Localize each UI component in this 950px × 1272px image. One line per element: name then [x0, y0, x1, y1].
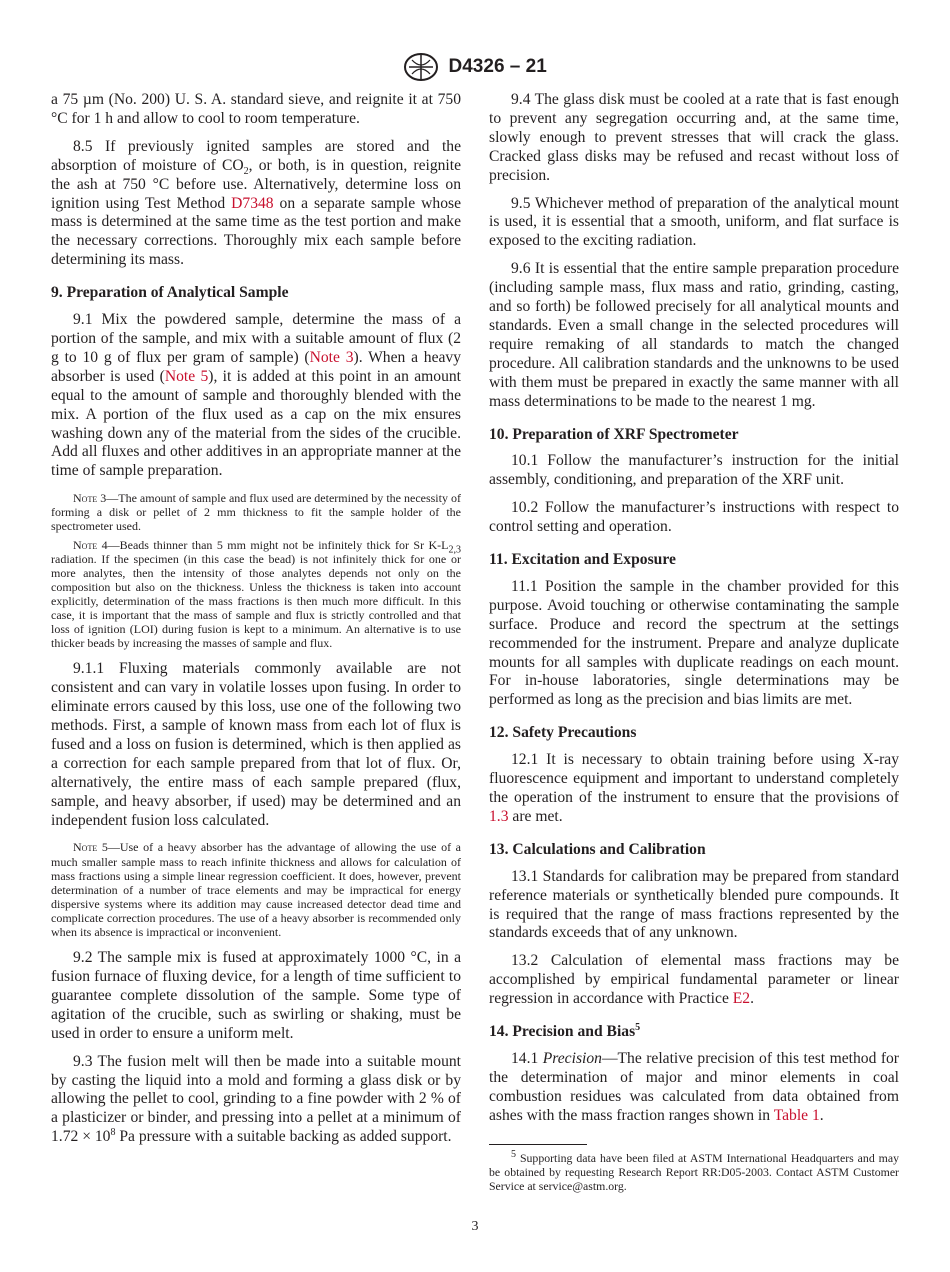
document-number: D4326 – 21	[448, 56, 547, 77]
page-header	[0, 52, 950, 82]
link-d7348[interactable]: D7348	[231, 194, 274, 212]
section-9-heading: 9. Preparation of Analytical Sample	[51, 284, 289, 302]
section-11-heading: 11. Excitation and Exposure	[489, 551, 676, 569]
section-12-heading: 12. Safety Precautions	[489, 724, 637, 742]
paragraph-10-1: 10.1 Follow the manufacturer’s instruction for the initial assembly, conditioning, and preparation of the XRF unit.	[489, 452, 899, 489]
footnote-divider	[489, 1144, 587, 1145]
left-column	[51, 91, 461, 1156]
paragraph-12-1: 12.1 It is necessary to obtain training before using X-ray fluorescence equipment and important to understand completely the operation of the instrument to ensure that the provisions of 1.3 are met.	[489, 751, 899, 825]
note-3: Note 3—The amount of sample and flux used are determined by the necessity of forming a disk or pellet of 2 mm thickness to fit the sample holder of the spectrometer used.	[51, 491, 461, 534]
paragraph-14-1: 14.1 Precision—The relative precision of this test method for the determination of major and minor elements in coal combustion residues was calculated from data obtained from ashes with the mass fraction ranges shown in Table 1.	[489, 1049, 900, 1124]
note-4: Note 4—Beads thinner than 5 mm might not be infinitely thick for Sr $K-L_{2,3}$ radiation. If the specimen (in this case the bead) is not infinitely thick for one or more analytes, then the intensity of those analytes depends not only on the composition but also on the thickness. Unless the thickness is taken into account explicitly, determination of the mass fractions is then much more difficult. In this case, it is important that the mass of sample and flux is strictly controlled and that loss of ignition (LOI) during fusion is kept to a minimum. An alternative is to use thicker beads by increasing the masses of sample and flux.	[51, 537, 462, 651]
note-5: Note 5—Use of a heavy absorber has the advantage of allowing the use of a much smaller sample mass to reach infinite thickness and allows for calculation of mass fractions using a simple linear regression coefficient. It does, however, prevent determination of a number of trace elements and may be impractical for energy dispersive systems where its addition may cause increased detector dead time and complicate correction procedures. The use of a heavy absorber is recommended only when its absence is impractical or inconvenient.	[51, 840, 462, 939]
section-14-heading: 14. Precision and Bias$^5$	[489, 1021, 641, 1041]
paragraph-9-1: 9.1 Mix the powdered sample, determine the mass of a portion of the sample, and mix with a suitable amount of flux (2 g to 10 g of flux per gram of sample) (Note 3). When a heavy absorber is used (Note 5), it is added at this point in an amount equal to the amount of sample and thoroughly blended with the mix. A portion of the flux used as a cap on the mix ensures washing down any of the material from the sides of the crucible. Add all fluxes and other additives in an appropriate manner at the time of sample preparation.	[51, 311, 462, 480]
footnote-5: $^5$ Supporting data have been filed at ASTM International Headquarters and may be obtained by requesting Research Report RR:D05-2003. Contact ASTM Customer Service at service@astm.org.	[489, 1148, 899, 1193]
paragraph-9-1-1: 9.1.1 Fluxing materials commonly available are not consistent and can vary in volatile losses upon fusing. In order to eliminate errors caused by this loss, use one of the following two methods. First, a sample of known mass from each lot of flux is fused and a loss on fusion is determined, which is then applied as a correction for each sample prepared from that lot of flux. Or, alternatively, the entire mass of each sample prepared (flux, sample, and heavy absorber, if used) may be determined and an independent fusion loss calculated.	[51, 660, 461, 829]
paragraph-11-1: 11.1 Position the sample in the chamber provided for this purpose. Avoid touching or otherwise contaminating the sample surface. Produce and record the spectrum at the settings recommended for the instrument. Prepare and analyze duplicate mounts for all samples with duplicate readings on each mount. For in-house laboratories, single determinations may be performed as long as the precision and bias limits are met.	[489, 577, 899, 709]
paragraph-8-5: 8.5 If previously ignited samples are stored and the absorption of moisture of $CO_2$, or both, is in question, reignite the ash at 750 °C before use. Alternatively, determine loss on ignition using Test Method D7348 on a separate sample whose mass is determined at the same time as the test portion and make the necessary corrections. Thoroughly mix each sample before determining its mass.	[51, 137, 461, 269]
paragraph-13-2: 13.2 Calculation of elemental mass fractions may be accomplished by empirical fundamental parameter or linear regression in accordance with Practice E2.	[489, 952, 899, 1008]
paragraph-9-4: 9.4 The glass disk must be cooled at a rate that is fast enough to prevent any segregation occurring and, at the same time, slowly enough to prevent stresses that will crack the glass. Cracked glass disks may be refused and recast without loss of precision.	[489, 91, 899, 184]
footnote-ref-5: 5	[635, 1021, 641, 1033]
paragraph-9-6: 9.6 It is essential that the entire sample preparation procedure (including sample mass, flux mass and ratio, grinding, casting, and so forth) be followed precisely for all analytical mounts and standards. Even a small change in the selected procedures will require remaking of all standards to match the changed procedure. All calibration standards and the unknowns to be used with them must be prepared in exactly the same manner with all mass determinations to be made to the nearest 1 mg.	[489, 260, 899, 410]
link-practice-e2[interactable]: E2	[732, 990, 751, 1008]
section-13-heading: 13. Calculations and Calibration	[489, 840, 706, 858]
section-10-heading: 10. Preparation of XRF Spectrometer	[489, 425, 739, 443]
link-note-3[interactable]: Note 3	[309, 348, 354, 366]
paragraph-13-1: 13.1 Standards for calibration may be prepared from standard reference materials or synthetically blended pure compounds. It is required that the range of mass fractions represented by the standards exceeds that of any unknown.	[489, 867, 899, 942]
link-section-1-3[interactable]: 1.3	[489, 807, 509, 825]
paragraph-9-3: 9.3 The fusion melt will then be made into a suitable mount by casting the liquid into a mold and forming a glass disk or by allowing the pellet to cool, grinding to a fine powder with 2 % of a plasticizer or binder, and pressing into a pellet at a minimum of $1.72 \times 10^8$ Pa pressure with a suitable backing as added support.	[51, 1052, 461, 1146]
link-table-1[interactable]: Table 1	[773, 1106, 820, 1124]
paragraph-10-2: 10.2 Follow the manufacturer’s instructions with respect to control setting and operation.	[489, 499, 899, 536]
paragraph-8-4-continued: a 75 µm (No. 200) U. S. A. standard sieve, and reignite it at 750 °C for 1 h and allow to cool to room temperature.	[51, 91, 461, 127]
link-note-5[interactable]: Note 5	[164, 367, 209, 385]
paragraph-9-2: 9.2 The sample mix is fused at approximately 1000 °C, in a fusion furnace of fluxing device, for a length of time sufficient to guarantee complete dissolution of the sample. Some type of agitation of the crucible, such as swirling or shaking, must be used in order to ensure a uniform melt.	[51, 949, 461, 1042]
right-column	[489, 91, 899, 1202]
astm-logo	[403, 52, 439, 82]
paragraph-9-5: 9.5 Whichever method of preparation of the analytical mount is used, it is essential that a smooth, uniform, and flat surface is exposed to the exciting radiation.	[489, 194, 899, 250]
page-number: 3	[471, 1219, 479, 1234]
